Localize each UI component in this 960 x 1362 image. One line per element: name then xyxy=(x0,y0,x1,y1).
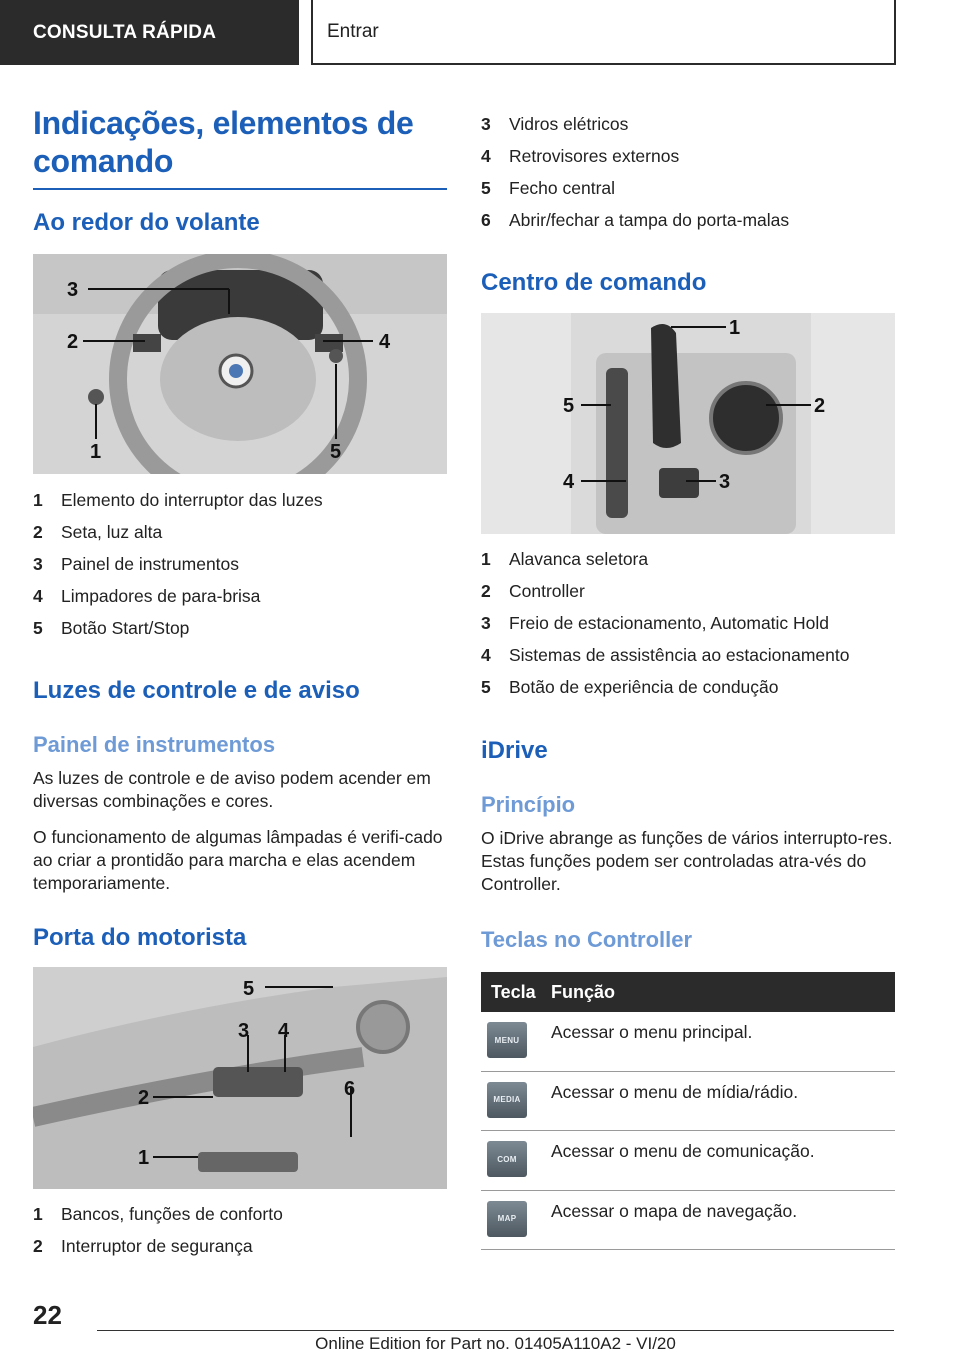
section-tab xyxy=(0,0,299,65)
table-row xyxy=(481,1072,895,1132)
page-number: 22 xyxy=(33,1300,62,1330)
callout-4: 4 xyxy=(379,331,391,353)
lights-heading: Luzes de controle e de aviso xyxy=(33,677,360,704)
chapter-label: Entrar xyxy=(327,20,379,42)
lights-paragraph-2: O funcionamento de algumas lâmpadas é verifi-cado ao criar a prontidão para marcha e elas acendem temporariamente. xyxy=(33,827,443,893)
steering-wheel-photo xyxy=(33,254,447,474)
footer-edition: Online Edition for Part no. 01405A110A2 - VI/20 xyxy=(315,1334,676,1353)
column-header-function: Função xyxy=(551,981,616,1002)
table-row xyxy=(481,1191,895,1251)
table-cell: Acessar o mapa de navegação. xyxy=(551,1200,798,1221)
center-console-heading: Centro de comando xyxy=(481,269,707,296)
principle-subheading: Princípio xyxy=(481,792,576,817)
callout-1: 1 xyxy=(90,441,102,463)
door-heading: Porta do motorista xyxy=(33,924,247,951)
door-legend xyxy=(33,1198,447,1262)
callout-4: 4 xyxy=(563,471,575,493)
table-row xyxy=(481,1012,895,1072)
table-cell: Acessar o menu de mídia/rádio. xyxy=(551,1081,799,1102)
section-label: CONSULTA RÁPIDA xyxy=(33,21,217,43)
callout-5: 5 xyxy=(243,978,255,1000)
title-divider xyxy=(33,188,447,190)
table-header xyxy=(481,972,895,1012)
list-item: 1 Elemento do interruptor das luzes xyxy=(33,490,323,510)
callout-3: 3 xyxy=(67,279,79,301)
callout-6: 6 xyxy=(344,1078,356,1100)
list-item: 2 Seta, luz alta xyxy=(33,522,163,542)
table-cell: Acessar o menu principal. xyxy=(551,1022,753,1042)
callout-2: 2 xyxy=(67,331,79,353)
center-console-photo xyxy=(481,313,895,534)
controller-keys-table xyxy=(481,972,895,1250)
page-title-block xyxy=(33,104,447,190)
chapter-tab xyxy=(311,0,896,65)
list-item: 6 Abrir/fechar a tampa do porta-malas xyxy=(481,210,790,230)
menu-key-icon: MENU xyxy=(487,1022,527,1058)
list-item: 4 Retrovisores externos xyxy=(481,146,680,166)
com-key-icon: COM xyxy=(487,1141,527,1177)
lights-paragraph-1: As luzes de controle e de aviso podem acender em diversas combinações e cores. xyxy=(33,768,431,811)
steering-legend xyxy=(33,484,447,644)
principle-paragraph: O iDrive abrange as funções de vários interrupto-res. Estas funções podem ser controladas atra-vés do Controller. xyxy=(481,828,893,894)
list-item: 3 Vidros elétricos xyxy=(481,114,629,134)
column-header-key: Tecla xyxy=(491,981,536,1002)
list-item: 4 Sistemas de assistência ao estacionamento xyxy=(481,645,850,665)
map-key-icon: MAP xyxy=(487,1201,527,1237)
list-item: 2 Controller xyxy=(481,581,585,601)
page-title: Indicações, elementos de comando xyxy=(33,105,414,179)
list-item: 5 Botão Start/Stop xyxy=(33,618,190,638)
callout-4: 4 xyxy=(278,1020,290,1042)
list-item: 3 Freio de estacionamento, Automatic Hold xyxy=(481,613,830,633)
callout-3: 3 xyxy=(719,471,731,493)
callout-1: 1 xyxy=(729,317,741,339)
list-item: 4 Limpadores de para-brisa xyxy=(33,586,261,606)
keys-subheading: Teclas no Controller xyxy=(481,927,693,952)
callout-3: 3 xyxy=(238,1020,250,1042)
list-item: 5 Fecho central xyxy=(481,178,616,198)
list-item: 2 Interruptor de segurança xyxy=(33,1236,253,1256)
callout-2: 2 xyxy=(138,1087,150,1109)
list-item: 1 Bancos, funções de conforto xyxy=(33,1204,283,1224)
callout-5: 5 xyxy=(563,395,575,417)
table-row xyxy=(481,1131,895,1191)
callout-2: 2 xyxy=(814,395,826,417)
footer-divider xyxy=(97,1330,894,1331)
table-cell: Acessar o menu de comunicação. xyxy=(551,1141,815,1161)
steering-heading: Ao redor do volante xyxy=(33,209,260,236)
list-item: 3 Painel de instrumentos xyxy=(33,554,240,574)
callout-1: 1 xyxy=(138,1147,150,1169)
center-console-legend xyxy=(481,543,895,703)
idrive-heading: iDrive xyxy=(481,737,548,764)
list-item: 1 Alavanca seletora xyxy=(481,549,649,569)
instrument-panel-subheading: Painel de instrumentos xyxy=(33,732,276,757)
list-item: 5 Botão de experiência de condução xyxy=(481,677,779,697)
door-legend-continued xyxy=(481,108,895,236)
media-key-icon: MEDIA xyxy=(487,1082,527,1118)
driver-door-photo xyxy=(33,967,447,1189)
callout-5: 5 xyxy=(330,441,342,463)
